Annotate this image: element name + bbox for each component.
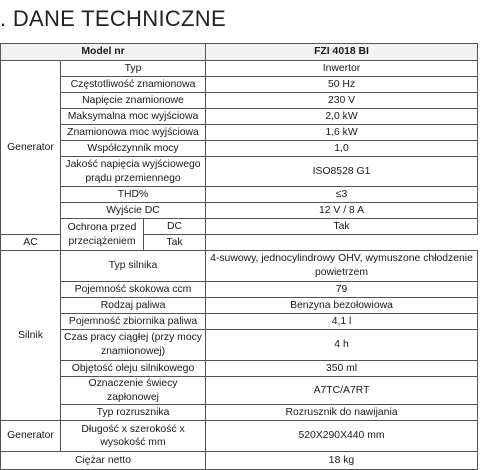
table-row <box>1 282 478 298</box>
row-value: 4,1 l <box>206 314 478 330</box>
specifications-table <box>0 43 478 470</box>
table-row <box>1 405 478 421</box>
row-label: Napięcie znamionowe <box>61 93 206 109</box>
table-row <box>1 93 478 109</box>
row-label: Rodzaj paliwa <box>61 298 206 314</box>
row-value: 520X290X440 mm <box>206 421 478 452</box>
row-label: Objętość oleju silnikowego <box>61 361 206 377</box>
table-row <box>1 77 478 93</box>
header-model-value: FZI 4018 BI <box>206 44 478 61</box>
row-value: ≤3 <box>206 187 478 203</box>
row-label: Maksymalna moc wyjściowa <box>61 109 206 125</box>
row-label: Ciężar netto <box>1 452 206 470</box>
row-value: 50 Hz <box>206 77 478 93</box>
row-label: Typ silnika <box>61 251 206 282</box>
row-value: ISO8528 G1 <box>206 157 478 187</box>
table-row <box>1 203 478 219</box>
row-value: A7TC/A7RT <box>206 377 478 405</box>
row-label: Typ <box>61 61 206 77</box>
table-row <box>1 141 478 157</box>
section-heading: . DANE TECHNICZNE <box>0 6 226 31</box>
row-value: 18 kg <box>206 452 478 470</box>
table-row <box>1 298 478 314</box>
header-model-label: Model nr <box>1 44 206 61</box>
row-value: 230 V <box>206 93 478 109</box>
table-row <box>1 361 478 377</box>
table-row <box>1 314 478 330</box>
row-value: Benzyna bezołowiowa <box>206 298 478 314</box>
row-label: Typ rozrusznika <box>61 405 206 421</box>
row-label: Pojemność zbiornika paliwa <box>61 314 206 330</box>
row-label: Wyjście DC <box>61 203 206 219</box>
row-value: 1,0 <box>206 141 478 157</box>
row-value: 2,0 kW <box>206 109 478 125</box>
group-generator: Generator <box>1 61 61 235</box>
row-sublabel-ac: AC <box>1 235 61 251</box>
row-label: THD% <box>61 187 206 203</box>
table-row <box>1 157 478 187</box>
table-header-row <box>1 44 478 61</box>
row-label: Pojemność skokowa ccm <box>61 282 206 298</box>
table-row <box>1 125 478 141</box>
row-value: 350 ml <box>206 361 478 377</box>
row-label: Oznaczenie świecy zapłonowej <box>61 377 206 405</box>
row-value: 4 h <box>206 330 478 361</box>
row-value: 12 V / 8 A <box>206 203 478 219</box>
row-label: Ochrona przed przeciążeniem <box>61 219 144 251</box>
table-row <box>1 421 478 452</box>
table-row <box>1 219 478 235</box>
table-row <box>1 109 478 125</box>
row-sublabel-dc: DC <box>144 219 206 235</box>
row-label: Długość x szerokość x wysokość mm <box>61 421 206 452</box>
row-value: Rozrusznik do nawijania <box>206 405 478 421</box>
row-value: 4-suwowy, jednocylindrowy OHV, wymuszone chłodzenie powietrzem <box>206 251 478 282</box>
table-row <box>1 187 478 203</box>
row-label: Współczynnik mocy <box>61 141 206 157</box>
table-row <box>1 61 478 77</box>
row-value: Tak <box>206 219 478 235</box>
row-value: Inwertor <box>206 61 478 77</box>
row-value: 79 <box>206 282 478 298</box>
row-label: Jakość napięcia wyjściowego prądu przemiennego <box>61 157 206 187</box>
group-silnik: Silnik <box>1 251 61 421</box>
row-label: Znamionowa moc wyjściowa <box>61 125 206 141</box>
row-value: 1,6 kW <box>206 125 478 141</box>
table-row <box>1 452 478 470</box>
row-label: Czas pracy ciągłej (przy mocy znamionowej) <box>61 330 206 361</box>
table-row <box>1 377 478 405</box>
table-row <box>1 330 478 361</box>
group-generator-dimensions: Generator <box>1 421 61 452</box>
table-row <box>1 251 478 282</box>
row-label: Częstotliwość znamionowa <box>61 77 206 93</box>
row-value: Tak <box>144 235 206 251</box>
